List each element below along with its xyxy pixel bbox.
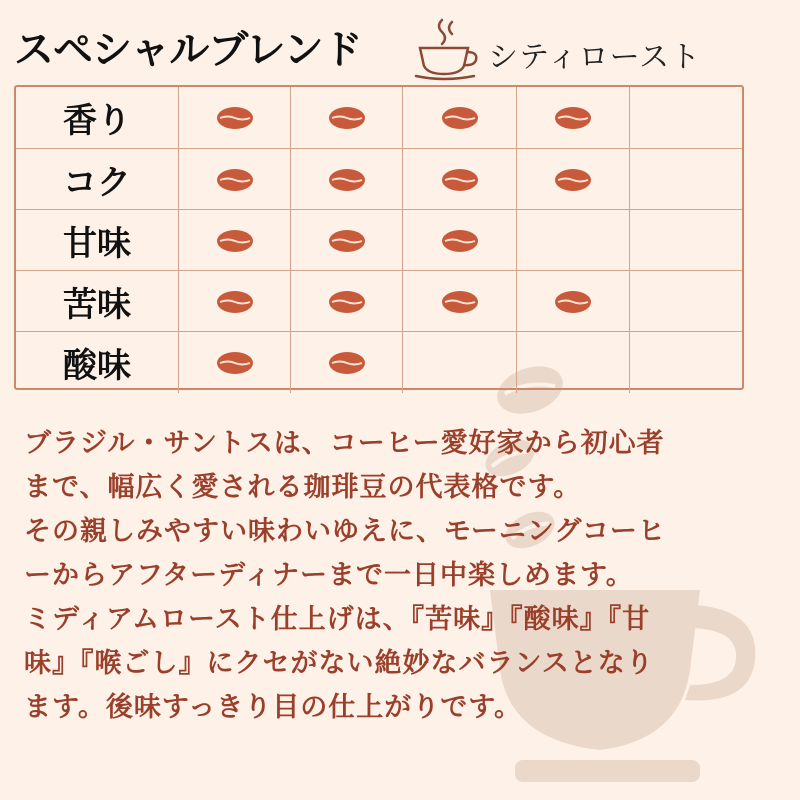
coffee-bean-icon — [328, 106, 366, 130]
coffee-bean-icon — [216, 290, 254, 314]
page-title: スペシャルブレンド — [14, 27, 362, 73]
rating-cell — [290, 149, 402, 210]
coffee-bean-icon — [441, 290, 479, 314]
coffee-bean-icon — [216, 351, 254, 375]
coffee-bean-icon — [441, 106, 479, 130]
coffee-bean-icon — [441, 229, 479, 253]
rating-cell — [290, 332, 402, 393]
rating-row — [16, 270, 742, 332]
coffee-bean-icon — [554, 106, 592, 130]
coffee-bean-icon — [216, 168, 254, 192]
rating-cell — [178, 271, 290, 332]
rating-label: 香り — [63, 101, 131, 141]
coffee-bean-icon — [216, 106, 254, 130]
rating-cell — [290, 271, 402, 332]
rating-cell — [402, 87, 516, 148]
rating-cell — [516, 149, 629, 210]
rating-cell — [402, 210, 516, 271]
coffee-cup-icon — [412, 16, 482, 82]
rating-label: 苦味 — [63, 285, 131, 325]
rating-row — [16, 87, 742, 148]
rating-label: 甘味 — [63, 224, 131, 264]
rating-cell — [629, 332, 742, 393]
rating-cell — [402, 332, 516, 393]
coffee-bean-icon — [328, 290, 366, 314]
coffee-bean-icon — [328, 351, 366, 375]
rating-cell — [629, 149, 742, 210]
header — [14, 14, 794, 78]
coffee-bean-icon — [441, 168, 479, 192]
rating-label: 酸味 — [63, 346, 131, 386]
rating-cell — [629, 87, 742, 148]
rating-cell — [516, 87, 629, 148]
coffee-bean-icon — [328, 229, 366, 253]
coffee-bean-icon — [216, 229, 254, 253]
rating-cell — [178, 87, 290, 148]
rating-cell — [629, 210, 742, 271]
rating-row — [16, 148, 742, 210]
rating-cell — [629, 271, 742, 332]
roast-level: シティロースト — [488, 40, 702, 75]
rating-cell — [290, 87, 402, 148]
rating-row — [16, 331, 742, 393]
rating-cell — [516, 271, 629, 332]
rating-cell — [178, 149, 290, 210]
rating-cell — [178, 332, 290, 393]
flavor-rating-table — [14, 85, 744, 390]
rating-cell — [516, 210, 629, 271]
rating-label: コク — [63, 163, 131, 203]
rating-cell — [290, 210, 402, 271]
coffee-bean-icon — [554, 168, 592, 192]
rating-cell — [402, 149, 516, 210]
rating-cell — [178, 210, 290, 271]
coffee-bean-icon — [554, 290, 592, 314]
rating-row — [16, 209, 742, 271]
rating-cell — [402, 271, 516, 332]
description-text: ブラジル・サントスは、コーヒー愛好家から初心者 まで、幅広く愛される珈琲豆の代表格です。 その親しみやすい味わいゆえに、モーニングコーヒ ーからアフターディナーまで一日中楽しめます。 ミディアムロースト仕上げは、『苦味』『酸味』『甘 味』『喉ごし』にクセがない絶妙なバランスとなり ます。後味すっきり目の仕上がりです。 — [24, 428, 666, 723]
rating-cell — [516, 332, 629, 393]
coffee-bean-icon — [328, 168, 366, 192]
